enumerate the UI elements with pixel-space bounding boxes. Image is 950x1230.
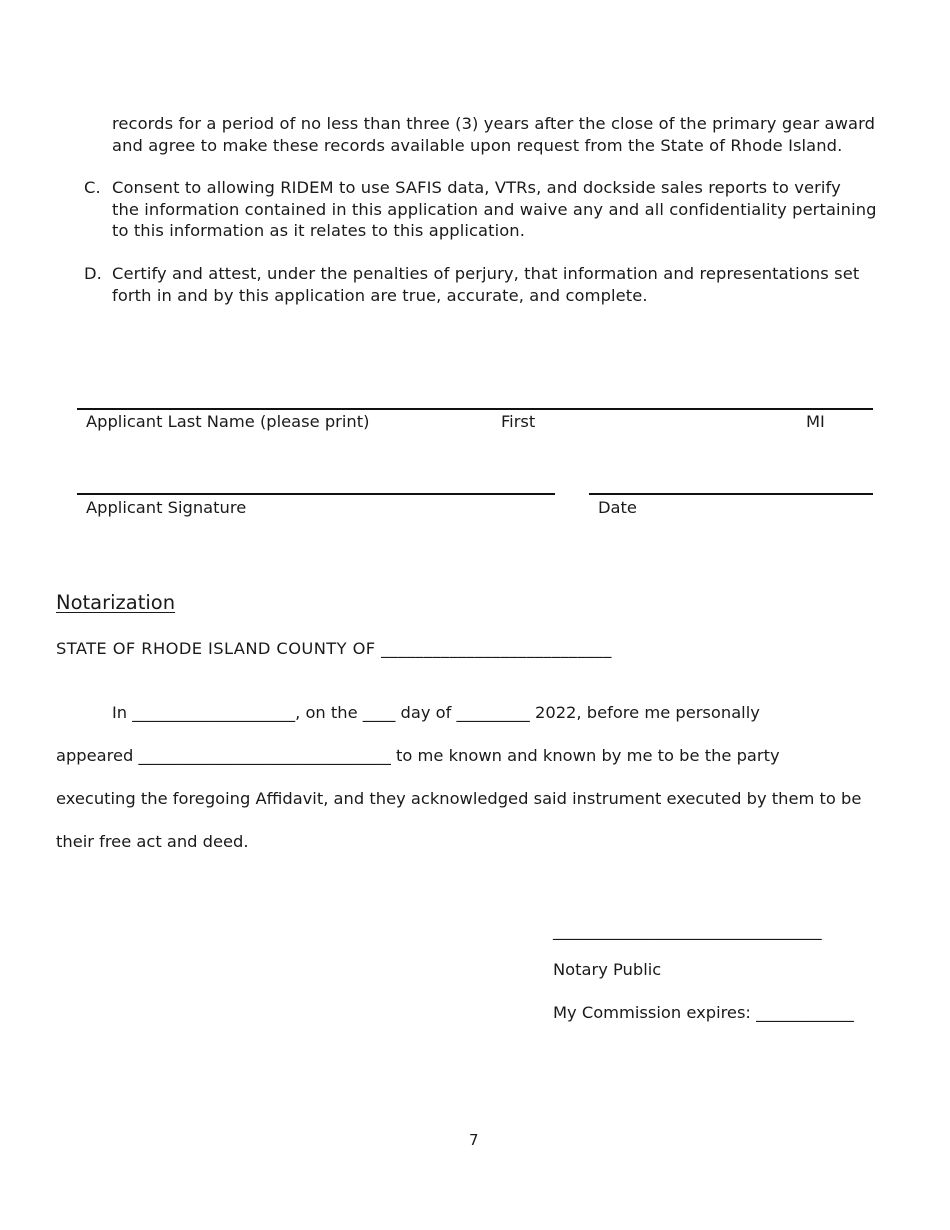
item-b-line-1: records for a period of no less than three (3) years after the close of the primary gear award xyxy=(112,114,876,133)
applicant-last-name-label: Applicant Last Name (please print) xyxy=(86,412,370,431)
applicant-mi-label: MI xyxy=(806,412,825,431)
item-c-marker: C. xyxy=(84,178,101,197)
item-d-marker: D. xyxy=(84,264,102,283)
page-number: 7 xyxy=(469,1131,479,1149)
applicant-first-name-label: First xyxy=(501,412,536,431)
item-d-line-1: Certify and attest, under the penalties of perjury, that information and representations set xyxy=(112,264,860,283)
applicant-name-field[interactable] xyxy=(77,408,873,410)
item-d-line-2: forth in and by this application are true, accurate, and complete. xyxy=(112,285,648,305)
notary-para-line-2: appeared _______________________________ to me known and known by me to be the party xyxy=(56,746,780,765)
date-label: Date xyxy=(598,498,637,517)
item-b-continuation xyxy=(112,113,875,156)
notarization-heading: Notarization xyxy=(56,591,176,614)
applicant-signature-field[interactable] xyxy=(77,493,555,495)
notary-signature-line[interactable]: _________________________________ xyxy=(553,921,822,940)
notary-para-line-4: their free act and deed. xyxy=(56,832,249,851)
item-d-text xyxy=(112,263,859,306)
item-c-line-3: to this information as it relates to this application. xyxy=(112,221,525,240)
item-c-text xyxy=(112,177,877,242)
date-field[interactable] xyxy=(589,493,873,495)
applicant-signature-label: Applicant Signature xyxy=(86,498,247,517)
item-c-line-1: Consent to allowing RIDEM to use SAFIS data, VTRs, and dockside sales reports to verify xyxy=(112,178,841,197)
notary-public-label: Notary Public xyxy=(553,960,662,979)
item-c-line-2: the information contained in this application and waive any and all confidentiality pertaining xyxy=(112,199,877,219)
state-county-line: STATE OF RHODE ISLAND COUNTY OF ___________________________ xyxy=(56,639,612,658)
notary-para-line-3: executing the foregoing Affidavit, and they acknowledged said instrument executed by them to be xyxy=(56,789,862,808)
item-b-line-2: and agree to make these records available upon request from the State of Rhode Island. xyxy=(112,135,843,155)
notary-para-line-1: In ____________________, on the ____ day of _________ 2022, before me personally xyxy=(112,703,760,722)
commission-expires-label: My Commission expires: ____________ xyxy=(553,1003,854,1022)
